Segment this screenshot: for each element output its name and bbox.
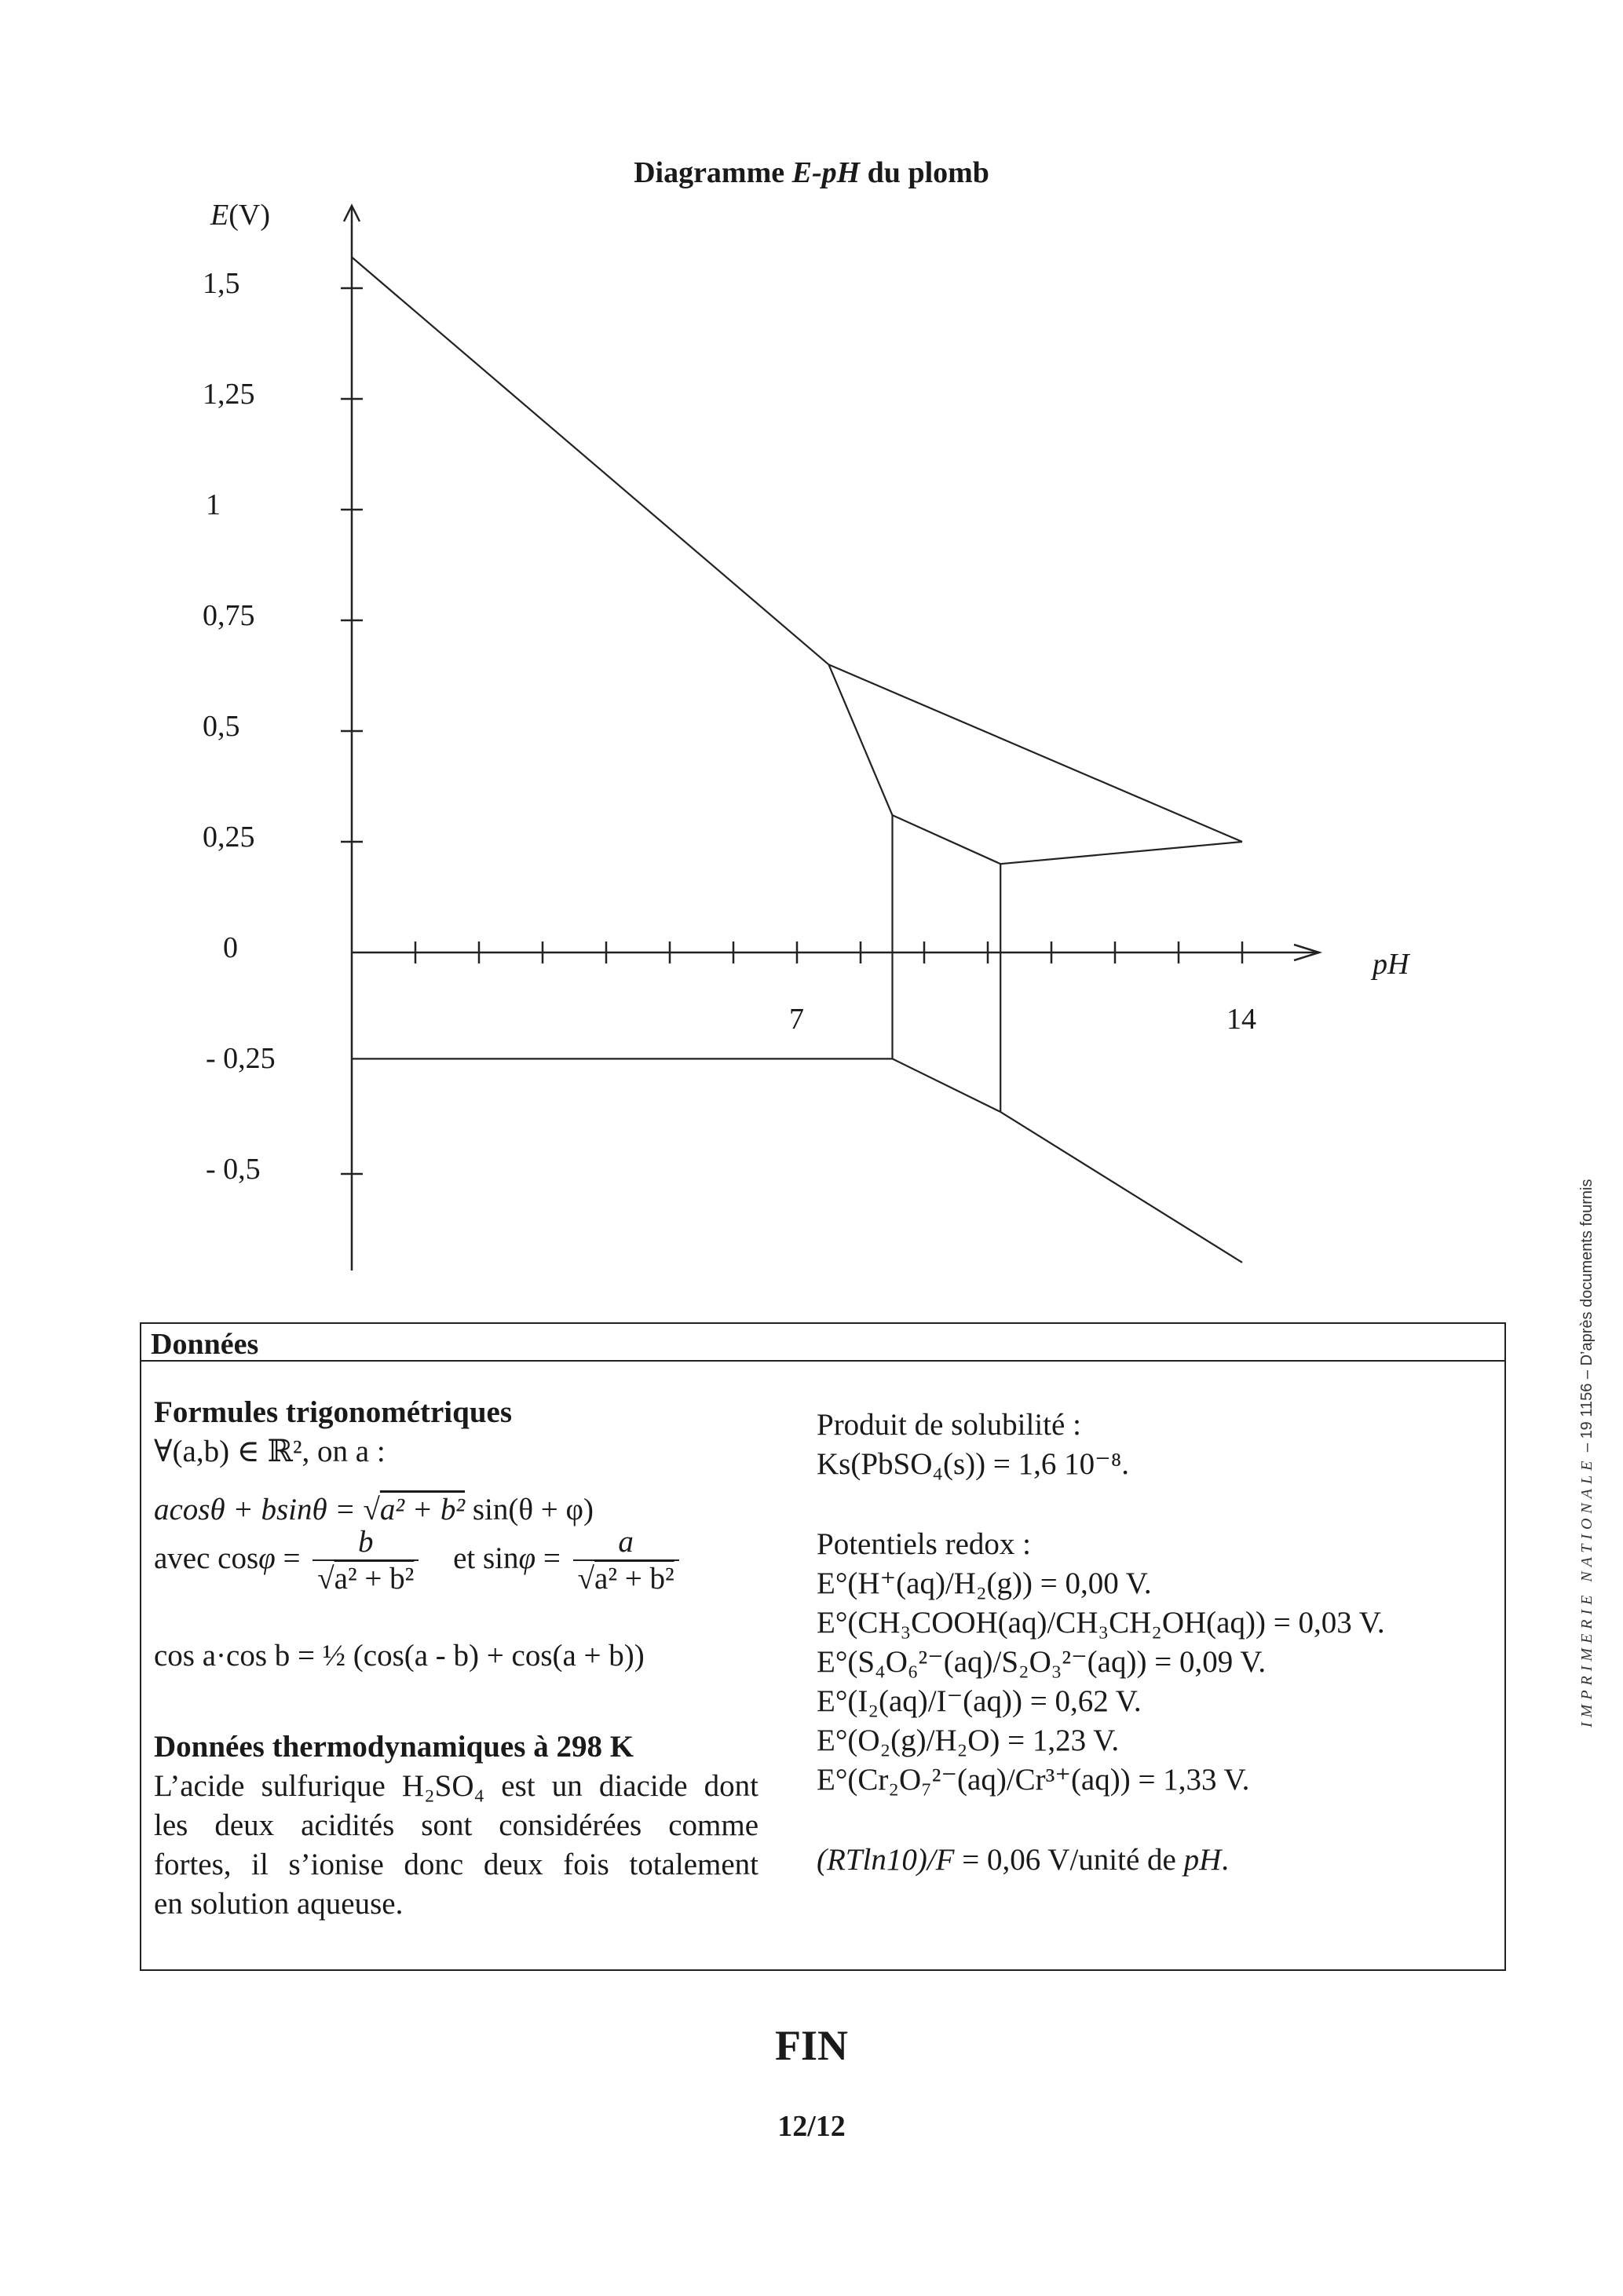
redox-item: E°(S₄O₆²⁻(aq)/S₂O₃²⁻(aq)) = 0,09 V. (817, 1645, 1267, 1679)
x-tick-label: 7 (789, 1003, 804, 1036)
page-number: 12/12 (777, 2110, 846, 2143)
y-tick-label: 0,5 (203, 710, 240, 743)
y-tick-label: 0 (223, 931, 238, 964)
redox-item: E°(CH₃COOH(aq)/CH₃CH₂OH(aq)) = 0,03 V. (817, 1606, 1385, 1640)
y-tick-label: 1,25 (203, 378, 255, 411)
footer-fin: FIN (775, 2022, 848, 2069)
x-axis-label: pH (1373, 948, 1409, 981)
ticks (341, 288, 1242, 1174)
data-box (140, 1322, 1506, 1971)
y-tick-label: 1,5 (203, 267, 240, 300)
y-axis-label: E(V) (210, 199, 270, 232)
trig-forall: ∀(a,b) ∈ ℝ², on a : (154, 1435, 386, 1468)
imprint-notice: IMPRIMERIE NATIONALE – 19 1156 – D’après documents fournis (1578, 1179, 1596, 1727)
boundary-segment (893, 1058, 1001, 1112)
thermo-line-3: fortes, il s’ionise donc deux fois totalement (154, 1848, 758, 1881)
solubility-label: Produit de solubilité : (817, 1408, 1081, 1442)
redox-item: E°(H⁺(aq)/H₂(g)) = 0,00 V. (817, 1567, 1152, 1600)
diagram-title: Diagramme E-pH du plomb (634, 156, 989, 189)
boundary-segment (1000, 842, 1242, 864)
y-tick-label: - 0,25 (206, 1042, 276, 1075)
boundary-segment (893, 815, 1001, 864)
rtln10-constant: (RTln10)/F = 0,06 V/unité de pH. (817, 1843, 1229, 1877)
y-tick-label: 0,25 (203, 821, 255, 854)
thermo-title: Données thermodynamiques à 298 K (154, 1730, 634, 1764)
redox-label: Potentiels redox : (817, 1527, 1031, 1561)
trig-title: Formules trigonométriques (154, 1395, 513, 1429)
boundary-segment (352, 258, 829, 665)
y-tick-label: 1 (206, 488, 221, 521)
thermo-line-4: en solution aqueuse. (154, 1887, 404, 1921)
data-box-header (141, 1324, 1504, 1362)
redox-item: E°(I₂(aq)/I⁻(aq)) = 0,62 V. (817, 1684, 1142, 1718)
boundary-segment (1000, 1112, 1242, 1263)
thermo-line-2: les deux acidités sont considérées comme (154, 1808, 758, 1842)
x-tick-label: 14 (1226, 1003, 1256, 1036)
cos-phi-fraction: $\frac{b}{\text{√a² + b²}}$ (313, 1525, 419, 1597)
redox-item: E°(O₂(g)/H₂O) = 1,23 V. (817, 1724, 1120, 1757)
y-tick-label: - 0,5 (206, 1153, 261, 1186)
boundary-segment (829, 664, 1243, 842)
trig-identity: acosθ + bsinθ = √a² + b² sin(θ + φ) (154, 1493, 594, 1526)
sin-phi-fraction: $\frac{a}{\text{√a² + b²}}$ (573, 1525, 679, 1597)
curves (352, 258, 1242, 1263)
thermo-line-1: L’acide sulfurique H₂SO₄ est un diacide dont (154, 1769, 758, 1803)
trig-cos-product: cos a·cos b = ½ (cos(a - b) + cos(a + b)) (154, 1639, 645, 1673)
redox-item: E°(Cr₂O₇²⁻(aq)/Cr³⁺(aq)) = 1,33 V. (817, 1763, 1250, 1797)
data-box-title: Données (151, 1328, 259, 1361)
trig-phi-formulas: avec cosφ = $\frac{b}{\text{√a² + b²}}$ et sinφ = $\frac{a}{\text{√a² + b²}}$ (154, 1525, 684, 1597)
axes (344, 206, 1319, 1270)
y-tick-label: 0,75 (203, 599, 255, 632)
solubility-value: Ks(PbSO₄(s)) = 1,6 10⁻⁸. (817, 1447, 1130, 1481)
